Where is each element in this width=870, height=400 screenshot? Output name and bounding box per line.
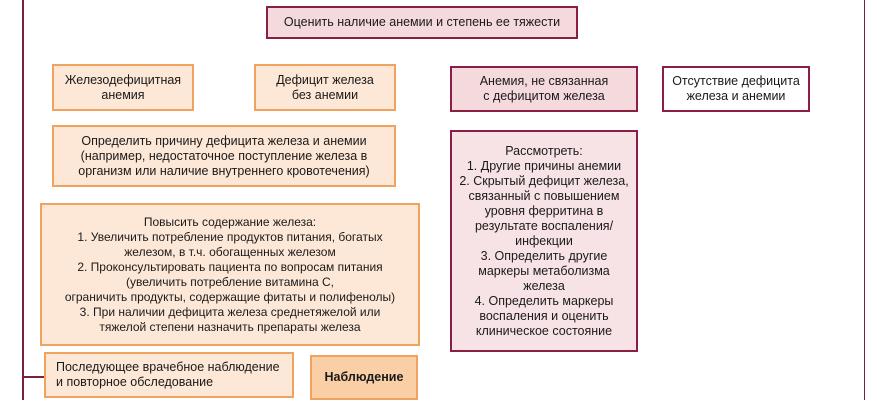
determine-cause-box: Определить причину дефицита железа и анемии (например, недостаточное поступление железа в организм или наличие внутреннего кровотечения): [52, 125, 396, 187]
frame-left-line: [22, 0, 24, 400]
consider-box: Рассмотреть: 1. Другие причины анемии 2. Скрытый дефицит железа, связанный с повышением уровня ферритина в результате воспаления/ инфекции 3. Определить другие маркеры метаболизма железа 4. Определить маркеры воспаления и оценить клиническое состояние: [450, 130, 638, 352]
increase-iron-box: Повысить содержание железа: 1. Увеличить потребление продуктов питания, богатых железом, в т.ч. обогащенных железом 2. Проконсультировать пациента по вопросам питания (увеличить потребление витамина С, ограничить продукты, содержащие фитаты и полифенолы) 3. При наличии дефицита железа среднетяжелой или тяжелой степени назначить препараты железа: [40, 203, 420, 346]
frame-right-line: [864, 0, 865, 400]
iron-deficiency-no-anemia-box: Дефицит железа без анемии: [254, 64, 396, 111]
assess-anemia-box: Оценить наличие анемии и степень ее тяжести: [266, 6, 578, 39]
follow-up-box: Последующее врачебное наблюдение и повторное обследование: [44, 352, 294, 398]
iron-deficiency-anemia-box: Железодефицитная анемия: [52, 64, 194, 111]
observation-box: Наблюдение: [310, 355, 418, 400]
anemia-not-iron-box: Анемия, не связанная с дефицитом железа: [450, 66, 638, 112]
no-deficiency-box: Отсутствие дефицита железа и анемии: [662, 66, 810, 112]
frame-connector-line: [22, 376, 46, 378]
